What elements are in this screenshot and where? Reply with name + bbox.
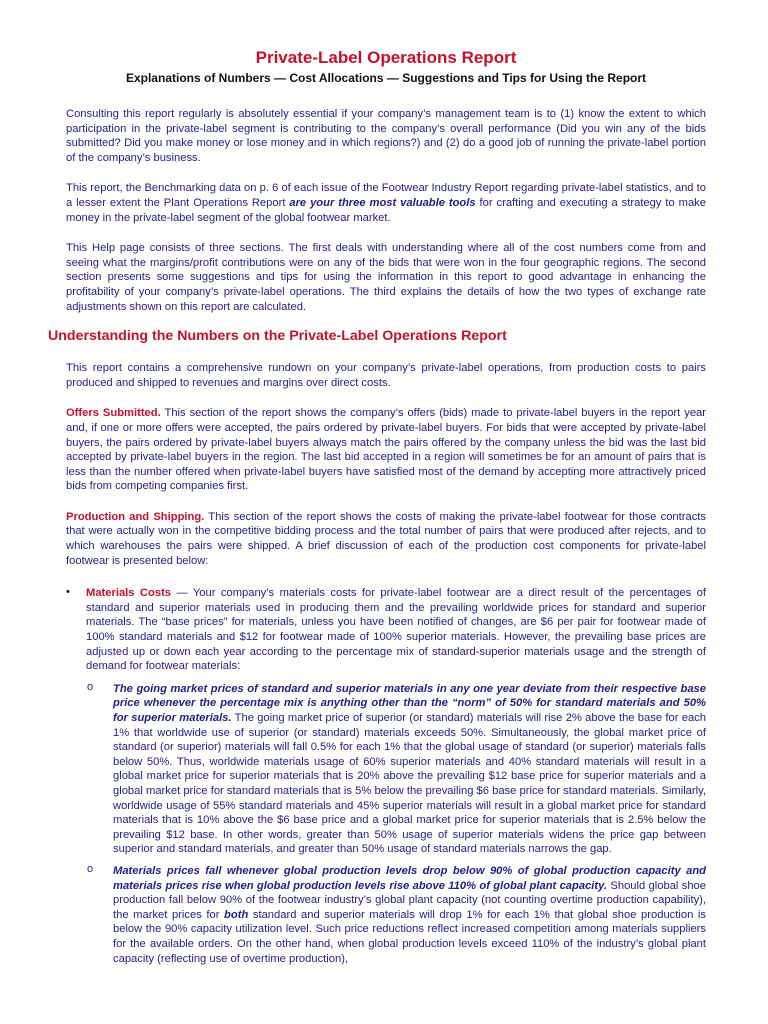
materials-sub-list xyxy=(86,682,706,966)
intro-p2-pre: This report, the Benchmarking data on p. 6 of each issue of the Footwear Industry Report regarding private-label statistics, and to a lesser extent the Plant Operations Report xyxy=(66,182,706,209)
list-item-production-levels xyxy=(86,864,706,966)
production-text: This section of the report shows the costs of making the private-label footwear for those contracts that were actually won in the competitive bidding process and the total number of pairs that were produced after rejects, and to which warehouses the pairs were shipped. A brief discussion of each of the production cost components for private-label footwear is presented below: xyxy=(66,510,706,567)
production-levels-text-b: standard and superior materials will drop 1% for each 1% that global shoe production is below the 90% capacity utilization level. Such price reductions reflect increased competition among materials suppliers for the available orders. On the other hand, when global production levels exceed 110% of the industry’s global plant capacity (reflecting use of overtime production), xyxy=(113,908,706,965)
materials-text: — Your company’s materials costs for private-label footwear are a direct result of the percentages of standard and superior materials used in producing them and the prevailing worldwide prices for standard and superior materials. The “base prices” for materials, unless you have been notified of changes, are $6 per pair for footwear made of 100% standard materials and $12 for footwear made of 100% superior materials. However, the prevailing base prices are adjusted up or down each year according to the percentage mix of standard-superior materials usage and the strength of demand for footwear materials: xyxy=(86,587,706,673)
market-prices-text: The going market price of superior (or standard) materials will rise 2% above the base for each 1% that worldwide use of superior (or standard) materials exceeds 50%. Simultaneously, the global market price of standard (or superior) materials will fall 0.5% for each 1% that the global usage of standard (or superior) materials falls below 50%. Thus, worldwide materials usage of 60% superior materials and 40% standard materials will result in a global market price for superior materials that is 20% above the prevailing $12 base price for superior materials and a global market price for standard materials that is 5% below the prevailing $6 base price for standard materials. Similarly, worldwide usage of 55% standard materials and 45% superior materials will result in a global market price for standard materials that is 10% above the $6 base price and a global market price for superior materials that is 2.5% below the prevailing $12 base. In other words, greater than 50% usage of superior materials widens the price gap between superior and standard materials, and greater than 50% usage of standard materials narrows the gap. xyxy=(113,712,706,856)
production-shipping-paragraph xyxy=(66,510,706,568)
report-subtitle: Explanations of Numbers — Cost Allocations — Suggestions and Tips for Using the Report xyxy=(125,71,647,85)
materials-paragraph xyxy=(86,586,706,674)
offers-label: Offers Submitted. xyxy=(66,407,161,420)
sub-bullet-icon: o xyxy=(87,680,94,693)
offers-text: This section of the report shows the company’s offers (bids) made to private-label buyers in the report year and, if one or more offers were accepted, the pairs ordered by private-label buyers. For bids that were accepted by private-label buyers, the pairs ordered by private-label buyers always match the pairs offered by the company unless the bid was the last bid accepted by private-label buyers in the region. The last bid accepted in a region will sometimes be for an amount of pairs that is less than the number offered when private-label buyers have satisfied most of the demand by accepting more attractively priced bids from competing companies first. xyxy=(66,407,706,493)
intro-paragraph-1: Consulting this report regularly is absolutely essential if your company’s management team is to (1) know the extent to which participation in the private-label segment is contributing to the company’s overall performance (Did you win any of the bids submitted? Did you make money or lose money and in which regions?) and (2) do a good job of running the private-label portion of the company’s business. xyxy=(66,108,706,164)
offers-submitted-paragraph xyxy=(66,406,706,494)
intro-p2-post: for crafting and executing a strategy to make money in the private-label segment of the global footwear market. xyxy=(66,196,706,224)
production-label: Production and Shipping. xyxy=(66,510,205,523)
intro-paragraph-2 xyxy=(66,181,706,225)
list-item-market-prices xyxy=(86,682,706,857)
bullet-icon: • xyxy=(66,586,70,599)
both-emphasis: both xyxy=(224,908,249,921)
production-levels-paragraph xyxy=(113,864,706,966)
cost-components-list xyxy=(66,586,706,966)
intro-p2-emphasis: are your three most valuable tools xyxy=(289,196,476,209)
section-heading-understanding: Understanding the Numbers on the Private-Label Operations Report xyxy=(48,328,507,345)
market-prices-emphasis: The going market prices of standard and superior materials in any one year deviate from their respective base price whenever the percentage mix is anything other than the “norm” of 50% for standard materials and 50% for superior materials. xyxy=(113,682,706,724)
report-title: Private-Label Operations Report xyxy=(255,48,517,67)
section1-intro: This report contains a comprehensive rundown on your company’s private-label operations, from production costs to pairs produced and shipped to revenues and margins over direct costs. xyxy=(66,362,706,389)
production-levels-emphasis: Materials prices fall whenever global production levels drop below 90% of global production capacity and materials prices rise when global production levels rise above 110% of global plant capacity. xyxy=(113,864,706,892)
intro-paragraph-3: This Help page consists of three sections. The first deals with understanding where all of the cost numbers come from and seeing what the margins/profit contributions were on any of the bids that were won in the four geographic regions. The second section presents some suggestions and tips for using the information in this report to good advantage in enhancing the profitability of your company’s private-label operations. The third explains the details of how the two types of exchange rate adjustments shown on this report are calculated. xyxy=(66,242,706,313)
sub-bullet-icon: o xyxy=(87,862,94,875)
list-item-materials-costs xyxy=(66,586,706,966)
materials-label: Materials Costs xyxy=(86,587,172,600)
market-prices-paragraph xyxy=(113,682,706,857)
production-levels-text-a: Should global shoe production fall below 90% of the footwear industry’s global plant capacity (not counting overtime production capability), the market prices for xyxy=(113,879,707,921)
